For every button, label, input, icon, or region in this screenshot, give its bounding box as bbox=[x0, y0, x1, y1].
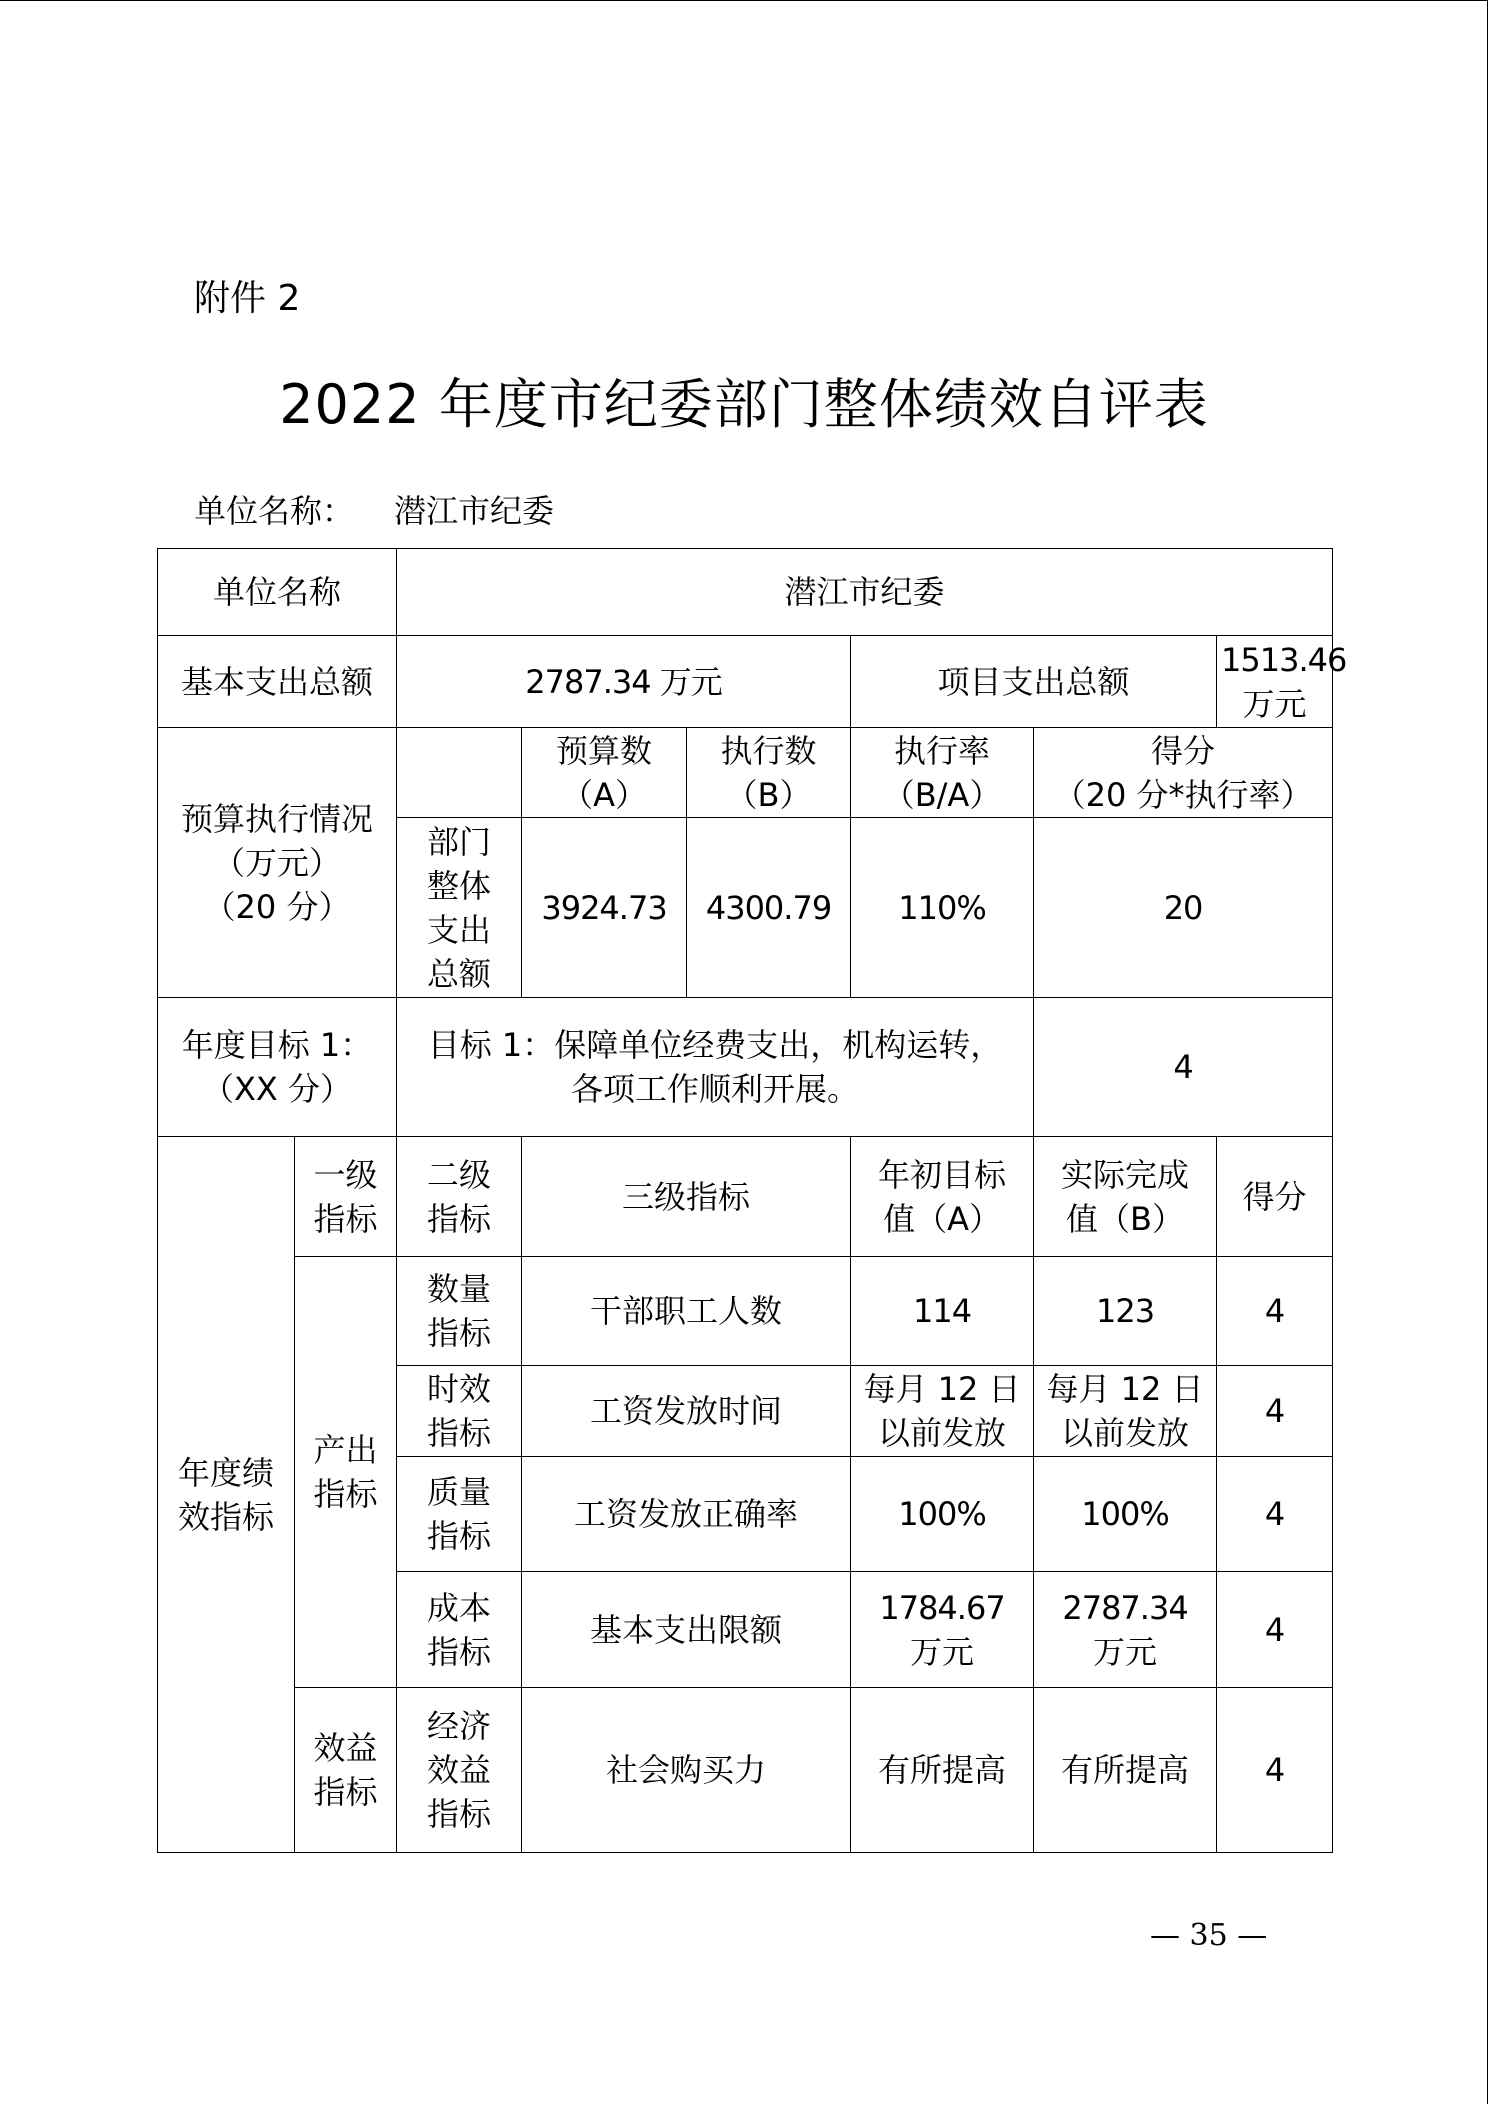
header-line: 二级 bbox=[427, 1155, 492, 1194]
benefit-label-line: 效益 bbox=[313, 1729, 378, 1767]
value-line: 万元 bbox=[910, 1632, 975, 1671]
goal-text-cell bbox=[397, 998, 1034, 1137]
level1-header bbox=[295, 1137, 397, 1257]
rate-col-header bbox=[851, 728, 1034, 818]
header-line: （20 分*执行率） bbox=[1053, 775, 1313, 814]
level3-cell: 社会购买力 bbox=[522, 1688, 851, 1853]
table-row bbox=[158, 549, 1333, 636]
page-top-border bbox=[0, 0, 1488, 1]
goal-label-line: （XX 分） bbox=[201, 1070, 353, 1108]
level2-cell bbox=[397, 1572, 522, 1688]
target-header bbox=[851, 1137, 1034, 1257]
project-expense-unit: 万元 bbox=[1242, 684, 1307, 723]
row-score-cell: 4 bbox=[1217, 1457, 1333, 1572]
header-line: （B） bbox=[725, 775, 812, 814]
page-title: 2022 年度市纪委部门整体绩效自评表 bbox=[279, 373, 1209, 436]
actual-header bbox=[1034, 1137, 1217, 1257]
benefit-indicator-cell bbox=[295, 1688, 397, 1853]
exec-value-cell: 4300.79 bbox=[687, 818, 851, 998]
header-line: 得分 bbox=[1151, 731, 1216, 770]
level2-line: 经济 bbox=[427, 1707, 492, 1745]
level2-line: 时效 bbox=[427, 1370, 492, 1408]
score-value-cell: 20 bbox=[1034, 818, 1333, 998]
level3-cell: 基本支出限额 bbox=[522, 1572, 851, 1688]
row-score-cell: 4 bbox=[1217, 1257, 1333, 1366]
level2-header bbox=[397, 1137, 522, 1257]
level3-cell: 工资发放时间 bbox=[522, 1366, 851, 1457]
header-line: 值（B） bbox=[1066, 1199, 1184, 1238]
actual-value-cell: 有所提高 bbox=[1034, 1688, 1217, 1853]
exec-col-header bbox=[687, 728, 851, 818]
target-value-cell bbox=[851, 1572, 1034, 1688]
goal-label-cell bbox=[158, 998, 397, 1137]
level2-line: 成本 bbox=[427, 1588, 492, 1627]
unit-name-label-cell: 单位名称 bbox=[158, 549, 397, 636]
benefit-label-line: 指标 bbox=[313, 1773, 378, 1811]
level2-line: 指标 bbox=[427, 1517, 492, 1555]
basic-expense-value-cell: 2787.34 万元 bbox=[397, 636, 851, 728]
value-line: 以前发放 bbox=[1061, 1414, 1190, 1452]
basic-expense-label-cell: 基本支出总额 bbox=[158, 636, 397, 728]
table-row bbox=[158, 1137, 1333, 1257]
project-expense-label-cell: 项目支出总额 bbox=[851, 636, 1217, 728]
table-row bbox=[158, 636, 1333, 728]
dept-label-line: 支出 bbox=[427, 910, 492, 949]
target-value-cell: 100% bbox=[851, 1457, 1034, 1572]
unit-name-value-cell: 潜江市纪委 bbox=[397, 549, 1333, 636]
rate-value-cell: 110% bbox=[851, 818, 1034, 998]
level3-header: 三级指标 bbox=[522, 1137, 851, 1257]
level2-line: 指标 bbox=[427, 1632, 492, 1671]
budget-value-cell: 3924.73 bbox=[522, 818, 687, 998]
header-line: （B/A） bbox=[882, 775, 1002, 814]
annual-label-line: 效指标 bbox=[177, 1497, 274, 1536]
budget-execution-label-cell bbox=[158, 728, 397, 998]
actual-value-cell bbox=[1034, 1572, 1217, 1688]
table-row bbox=[158, 1257, 1333, 1366]
value-line: 每月 12 日 bbox=[1046, 1370, 1204, 1408]
annual-indicators-label-cell bbox=[158, 1137, 295, 1853]
header-line: 年初目标 bbox=[878, 1155, 1007, 1194]
dept-label-line: 整体 bbox=[427, 866, 492, 905]
actual-value-cell bbox=[1034, 1366, 1217, 1457]
goal-text-line: 各项工作顺利开展。 bbox=[571, 1070, 860, 1108]
level2-line: 质量 bbox=[427, 1473, 492, 1511]
header-line: 指标 bbox=[313, 1199, 378, 1238]
value-line: 2787.34 bbox=[1062, 1588, 1188, 1627]
target-value-cell: 有所提高 bbox=[851, 1688, 1034, 1853]
output-indicator-cell bbox=[295, 1257, 397, 1688]
unit-value: 潜江市纪委 bbox=[394, 492, 555, 530]
output-label-line: 产出 bbox=[313, 1431, 378, 1469]
actual-value-cell: 123 bbox=[1034, 1257, 1217, 1366]
header-line: 一级 bbox=[313, 1155, 378, 1194]
level2-line: 指标 bbox=[427, 1414, 492, 1452]
value-line: 1784.67 bbox=[879, 1588, 1005, 1627]
budget-label-line: （万元） bbox=[213, 843, 342, 882]
annual-label-line: 年度绩 bbox=[177, 1453, 274, 1492]
level2-cell bbox=[397, 1257, 522, 1366]
row-score-cell: 4 bbox=[1217, 1688, 1333, 1853]
score-col-header bbox=[1034, 728, 1333, 818]
budget-col-header bbox=[522, 728, 687, 818]
value-line: 以前发放 bbox=[878, 1414, 1007, 1452]
unit-label: 单位名称： bbox=[194, 492, 355, 530]
project-expense-value-cell bbox=[1217, 636, 1347, 728]
output-label-line: 指标 bbox=[313, 1475, 378, 1513]
level3-cell: 工资发放正确率 bbox=[522, 1457, 851, 1572]
actual-value-cell: 100% bbox=[1034, 1457, 1217, 1572]
budget-label-line: （20 分） bbox=[203, 887, 351, 926]
target-value-cell bbox=[851, 1366, 1034, 1457]
level2-line: 数量 bbox=[427, 1270, 492, 1308]
level3-cell: 干部职工人数 bbox=[522, 1257, 851, 1366]
level2-cell bbox=[397, 1688, 522, 1853]
goal-label-line: 年度目标 1： bbox=[181, 1026, 373, 1064]
header-line: 实际完成 bbox=[1061, 1155, 1190, 1194]
performance-table bbox=[157, 548, 1347, 1853]
header-line: 执行率 bbox=[894, 731, 991, 770]
dept-label-line: 部门 bbox=[427, 822, 492, 861]
level2-line: 指标 bbox=[427, 1314, 492, 1352]
header-line: 值（A） bbox=[883, 1199, 1001, 1238]
budget-label-line: 预算执行情况 bbox=[181, 799, 374, 838]
header-line: 指标 bbox=[427, 1199, 492, 1238]
blank-header-cell bbox=[397, 728, 522, 818]
dept-total-label-cell bbox=[397, 818, 522, 998]
table-row bbox=[158, 1688, 1333, 1853]
table-row bbox=[158, 728, 1333, 818]
goal-score-cell: 4 bbox=[1034, 998, 1333, 1137]
header-line: 执行数 bbox=[720, 731, 817, 770]
score-header: 得分 bbox=[1217, 1137, 1333, 1257]
attachment-label: 附件 2 bbox=[194, 278, 301, 319]
header-line: 预算数 bbox=[556, 731, 653, 770]
level2-line: 效益 bbox=[427, 1751, 492, 1789]
project-expense-amount: 1513.46 bbox=[1221, 640, 1347, 679]
level2-line: 指标 bbox=[427, 1795, 492, 1833]
target-value-cell: 114 bbox=[851, 1257, 1034, 1366]
header-line: （A） bbox=[561, 775, 647, 814]
row-score-cell: 4 bbox=[1217, 1572, 1333, 1688]
value-line: 万元 bbox=[1093, 1632, 1158, 1671]
level2-cell bbox=[397, 1366, 522, 1457]
unit-line bbox=[194, 486, 554, 532]
page-number: — 35 — bbox=[1150, 1918, 1268, 1953]
level2-cell bbox=[397, 1457, 522, 1572]
goal-text-line: 目标 1：保障单位经费支出，机构运转， bbox=[427, 1026, 1003, 1064]
table-row bbox=[158, 998, 1333, 1137]
dept-label-line: 总额 bbox=[427, 954, 492, 993]
row-score-cell: 4 bbox=[1217, 1366, 1333, 1457]
value-line: 每月 12 日 bbox=[863, 1370, 1021, 1408]
